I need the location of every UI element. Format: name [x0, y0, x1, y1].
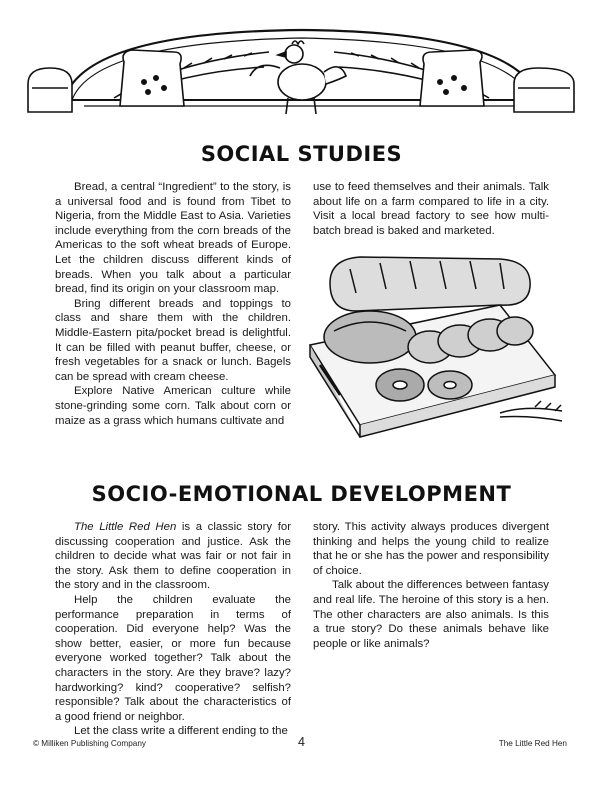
- social-studies-column-left: [55, 180, 291, 428]
- paragraph: Talk about the differences between fantasy and real life. The heroine of this story is a hen. The other characters are also animals. Is this a true story? Do these animals behave like people or like animals?: [313, 579, 549, 650]
- social-studies-heading: SOCIAL STUDIES: [200, 142, 403, 166]
- paragraph: Bread, a central “Ingredient” to the story, is a universal food and is found from Tibet to Nigeria, from the Middle East to Asia. Varieties include everything from the corn breads of the Americas to the soft wheat breads of Europe. Let the children discuss different kinds of breads. When you talk about a particular bread, find its origin on your classroom map.: [55, 181, 291, 296]
- paragraph: Explore Native American culture while stone-grinding some corn. Talk about corn or maize as a grass which humans cultivate and: [55, 385, 291, 427]
- paragraph: [55, 520, 291, 593]
- paragraph-text: is a classic story for discussing cooperation and justice. Ask the children to decide what was fair or not fair in the story. Ask them to define cooperation in the story and in the classroom.: [55, 521, 291, 592]
- socio-emotional-heading: SOCIO-EMOTIONAL DEVELOPMENT: [91, 482, 512, 506]
- paragraph: Bring different breads and toppings to class and share them with the children. Middle-Eastern pita/pocket bread is delightful. It can be filled with peanut buffer, cheese, or fresh vegetables for a snack or lunch. Bagels can be spread with cream cheese.: [55, 297, 291, 383]
- paragraph: use to feed themselves and their animals. Talk about life on a farm compared to life in a city. Visit a local bread factory to see how multi-batch bread is baked and marketed.: [313, 181, 549, 237]
- book-title: The Little Red Hen: [74, 521, 177, 533]
- socio-emotional-column-left: [55, 520, 291, 739]
- header-banner-illustration: [24, 22, 579, 122]
- socio-emotional-column-right: [313, 520, 549, 651]
- footer-book-title: The Little Red Hen: [498, 739, 567, 748]
- footer-publisher: © Milliken Publishing Company: [33, 739, 146, 748]
- social-studies-column-right: [313, 180, 549, 238]
- paragraph: Let the class write a different ending to the: [74, 725, 288, 738]
- paragraph: Help the children evaluate the performance preparation in terms of cooperation. Did everyone help? Was the show better, easier, or more fun because everyone worked together? Talk about the characters in the story. Are they brave? lazy? hardworking? kind? cooperative? selfish? responsible? Talk about the characteristics of a good friend or neighbor.: [55, 593, 291, 723]
- bread-tray-illustration: [300, 245, 568, 440]
- paragraph: story. This activity always produces divergent thinking and helps the young child to realize that he or she has the power and responsibility of choice.: [313, 521, 549, 577]
- page-number: 4: [298, 735, 305, 749]
